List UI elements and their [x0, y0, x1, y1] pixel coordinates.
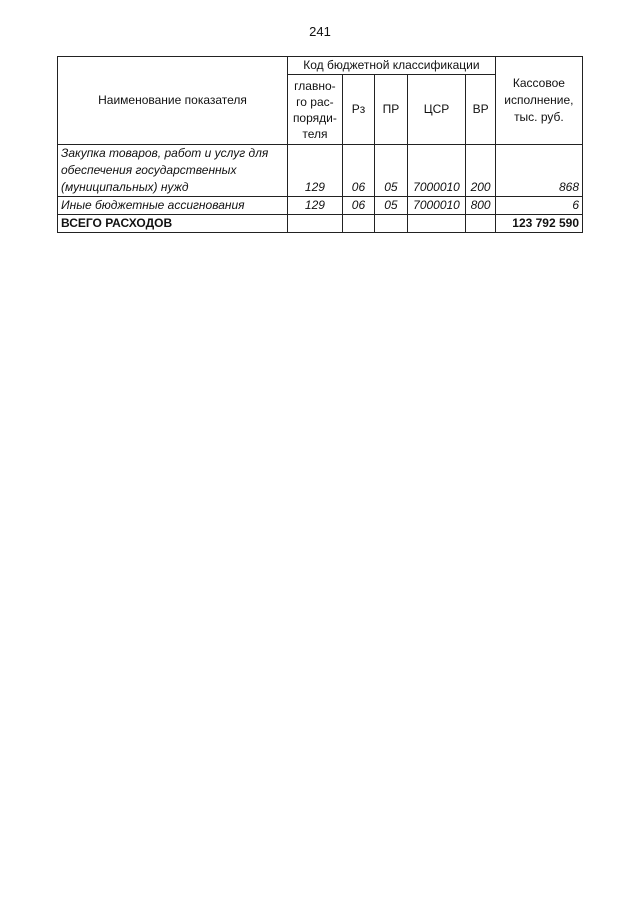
execution-header-text: Кассовое исполнение, тыс. руб. — [504, 76, 574, 124]
table-row — [58, 145, 583, 197]
row-name: Закупка товаров, работ и услуг для обеспечения государственных (муниципальных) нужд — [58, 145, 288, 197]
column-header-csr: ЦСР — [407, 75, 466, 145]
page-number: 241 — [309, 24, 331, 39]
cell-pr: 05 — [375, 145, 407, 197]
column-header-vr: ВР — [466, 75, 495, 145]
total-empty-cell — [288, 215, 343, 233]
cell-grbs: 129 — [288, 145, 343, 197]
total-empty-cell — [375, 215, 407, 233]
cell-pr: 05 — [375, 197, 407, 215]
total-empty-cell — [342, 215, 374, 233]
table-row — [58, 197, 583, 215]
budget-execution-table — [57, 56, 583, 233]
cell-vr: 800 — [466, 197, 495, 215]
total-row — [58, 215, 583, 233]
column-header-grbs — [288, 75, 343, 145]
cell-csr: 7000010 — [407, 145, 466, 197]
column-header-pr: ПР — [375, 75, 407, 145]
total-empty-cell — [407, 215, 466, 233]
column-header-rz: Рз — [342, 75, 374, 145]
cell-amount: 6 — [495, 197, 582, 215]
column-header-name: Наименование показателя — [58, 57, 288, 145]
column-header-execution — [495, 57, 582, 145]
total-empty-cell — [466, 215, 495, 233]
cell-vr: 200 — [466, 145, 495, 197]
cell-rz: 06 — [342, 145, 374, 197]
cell-csr: 7000010 — [407, 197, 466, 215]
cell-rz: 06 — [342, 197, 374, 215]
total-label: ВСЕГО РАСХОДОВ — [58, 215, 288, 233]
grbs-header-text: главно- го рас- поряди- теля — [292, 78, 337, 141]
cell-grbs: 129 — [288, 197, 343, 215]
column-group-header-budget-code: Код бюджетной классификации — [288, 57, 496, 75]
total-amount: 123 792 590 — [495, 215, 582, 233]
cell-amount: 868 — [495, 145, 582, 197]
row-name: Иные бюджетные ассигнования — [58, 197, 288, 215]
